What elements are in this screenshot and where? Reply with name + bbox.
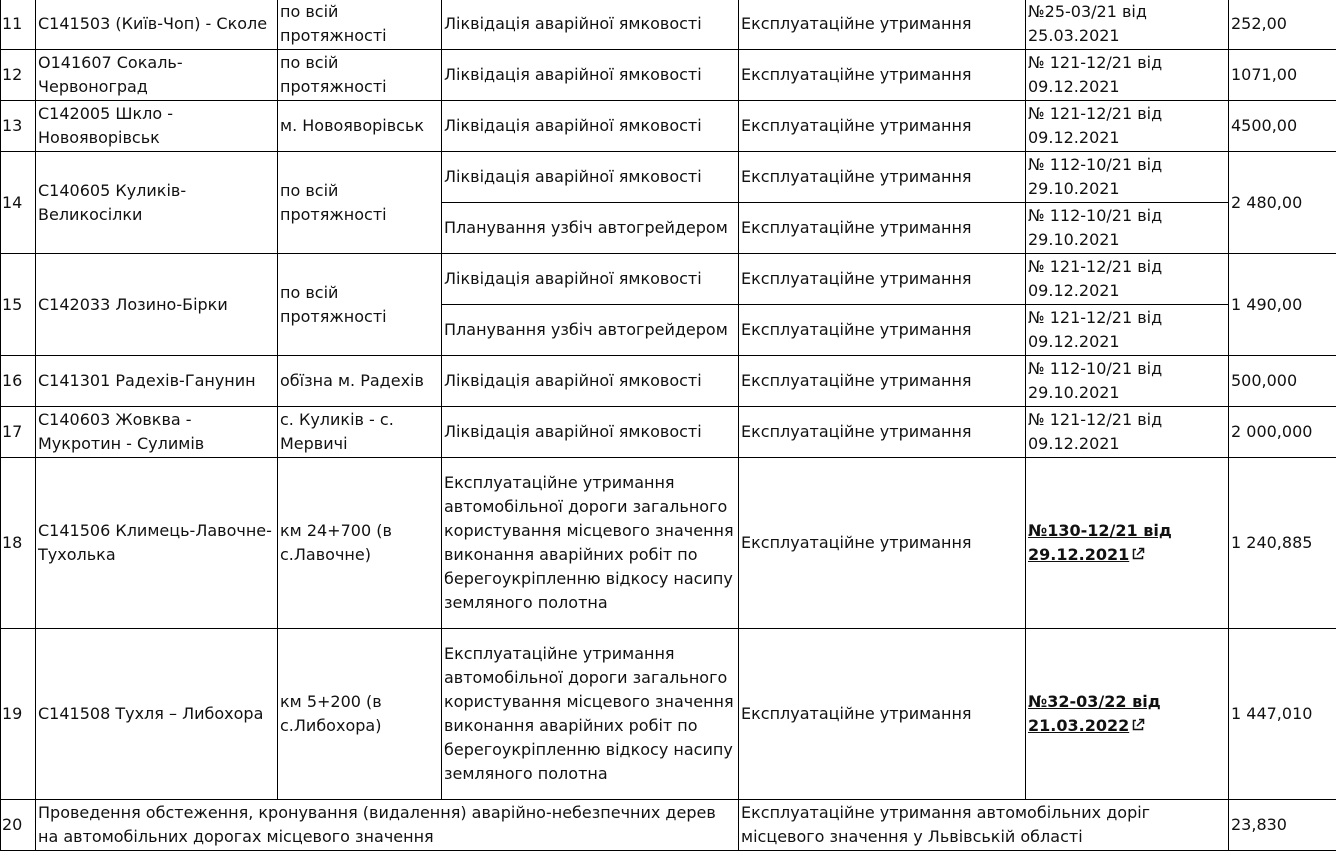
maintenance-type: Експлуатаційне утримання	[739, 152, 1026, 203]
contract-number: № 112-10/21 від 29.10.2021	[1026, 356, 1229, 407]
row-number: 15	[1, 254, 36, 356]
row-number: 12	[1, 50, 36, 101]
road-section: обїзна м. Радехів	[278, 356, 442, 407]
road-section: км 24+700 (в с.Лавочне)	[278, 458, 442, 629]
contract-number: №25-03/21 від 25.03.2021	[1026, 0, 1229, 50]
road-name: С141506 Климець-Лавочне-Тухолька	[36, 458, 278, 629]
amount: 1 447,010	[1229, 629, 1336, 800]
row-number: 17	[1, 407, 36, 458]
maintenance-type: Експлуатаційне утримання	[739, 305, 1026, 356]
table-row	[1, 0, 1336, 50]
row-number: 14	[1, 152, 36, 254]
table-row	[1, 356, 1336, 407]
maintenance-type: Експлуатаційне утримання	[739, 0, 1026, 50]
work-type: Експлуатаційне утримання автомобільної дороги загального користування місцевого значення виконання аварійних робіт по берегоукріпленню відкосу насипу земляного полотна	[442, 629, 739, 800]
amount: 1071,00	[1229, 50, 1336, 101]
table-row	[1, 407, 1336, 458]
road-section: м. Новояворівськ	[278, 101, 442, 152]
road-section: по всій протяжності	[278, 254, 442, 356]
work-description: Проведення обстеження, кронування (видалення) аварійно-небезпечних дерев на автомобільних дорогах місцевого значення	[36, 800, 739, 851]
row-number: 18	[1, 458, 36, 629]
maintenance-type: Експлуатаційне утримання	[739, 629, 1026, 800]
work-type: Планування узбіч автогрейдером	[442, 203, 739, 254]
work-type: Планування узбіч автогрейдером	[442, 305, 739, 356]
amount: 2 000,000	[1229, 407, 1336, 458]
contract-number: № 121-12/21 від 09.12.2021	[1026, 50, 1229, 101]
work-type: Ліквідація аварійної ямковості	[442, 254, 739, 305]
work-type: Ліквідація аварійної ямковості	[442, 152, 739, 203]
row-number: 19	[1, 629, 36, 800]
road-name: С141508 Тухля – Либохора	[36, 629, 278, 800]
work-type: Експлуатаційне утримання автомобільної дороги загального користування місцевого значення виконання аварійних робіт по берегоукріпленню відкосу насипу земляного полотна	[442, 458, 739, 629]
contract-number: № 112-10/21 від 29.10.2021	[1026, 203, 1229, 254]
amount: 4500,00	[1229, 101, 1336, 152]
road-name: С140605 Куликів-Великосілки	[36, 152, 278, 254]
maintenance-type: Експлуатаційне утримання	[739, 254, 1026, 305]
road-section: по всій протяжності	[278, 0, 442, 50]
road-name: С141301 Радехів-Ганунин	[36, 356, 278, 407]
amount: 252,00	[1229, 0, 1336, 50]
road-section: с. Куликів - с. Мервичі	[278, 407, 442, 458]
road-name: С142033 Лозино-Бірки	[36, 254, 278, 356]
contract-number: № 121-12/21 від 09.12.2021	[1026, 407, 1229, 458]
work-type: Ліквідація аварійної ямковості	[442, 0, 739, 50]
row-number: 16	[1, 356, 36, 407]
maintenance-type: Експлуатаційне утримання автомобільних доріг місцевого значення у Львівській області	[739, 800, 1229, 851]
table-row	[1, 101, 1336, 152]
maintenance-type: Експлуатаційне утримання	[739, 458, 1026, 629]
amount: 500,000	[1229, 356, 1336, 407]
road-section: по всій протяжності	[278, 152, 442, 254]
road-name: С142005 Шкло - Новояворівськ	[36, 101, 278, 152]
external-link-icon[interactable]	[1131, 547, 1145, 561]
row-number: 13	[1, 101, 36, 152]
road-section: по всій протяжності	[278, 50, 442, 101]
amount: 23,830	[1229, 800, 1336, 851]
contract-number: № 121-12/21 від 09.12.2021	[1026, 305, 1229, 356]
maintenance-type: Експлуатаційне утримання	[739, 101, 1026, 152]
maintenance-type: Експлуатаційне утримання	[739, 407, 1026, 458]
maintenance-type: Експлуатаційне утримання	[739, 203, 1026, 254]
road-name: С141503 (Київ-Чоп) - Сколе	[36, 0, 278, 50]
road-name: С140603 Жовква - Мукротин - Сулимів	[36, 407, 278, 458]
row-number: 11	[1, 0, 36, 50]
work-type: Ліквідація аварійної ямковості	[442, 407, 739, 458]
table-row	[1, 629, 1336, 800]
work-type: Ліквідація аварійної ямковості	[442, 101, 739, 152]
table-row	[1, 50, 1336, 101]
road-name: О141607 Сокаль-Червоноград	[36, 50, 278, 101]
table-row	[1, 800, 1336, 851]
road-section: км 5+200 (в с.Либохора)	[278, 629, 442, 800]
external-link-icon[interactable]	[1131, 718, 1145, 732]
row-number: 20	[1, 800, 36, 851]
contract-number: № 121-12/21 від 09.12.2021	[1026, 254, 1229, 305]
contract-link[interactable]: №32-03/22 від 21.03.2022	[1028, 692, 1161, 735]
table-row	[1, 458, 1336, 629]
work-type: Ліквідація аварійної ямковості	[442, 356, 739, 407]
contract-number: № 121-12/21 від 09.12.2021	[1026, 101, 1229, 152]
amount: 1 240,885	[1229, 458, 1336, 629]
contract-number: № 112-10/21 від 29.10.2021	[1026, 152, 1229, 203]
amount: 1 490,00	[1229, 254, 1336, 356]
maintenance-type: Експлуатаційне утримання	[739, 50, 1026, 101]
amount: 2 480,00	[1229, 152, 1336, 254]
maintenance-type: Експлуатаційне утримання	[739, 356, 1026, 407]
contract-link[interactable]: №130-12/21 від 29.12.2021	[1028, 521, 1172, 564]
contract-cell	[1026, 458, 1229, 629]
table-row	[1, 254, 1336, 305]
work-type: Ліквідація аварійної ямковості	[442, 50, 739, 101]
table-row	[1, 152, 1336, 203]
contract-cell	[1026, 629, 1229, 800]
